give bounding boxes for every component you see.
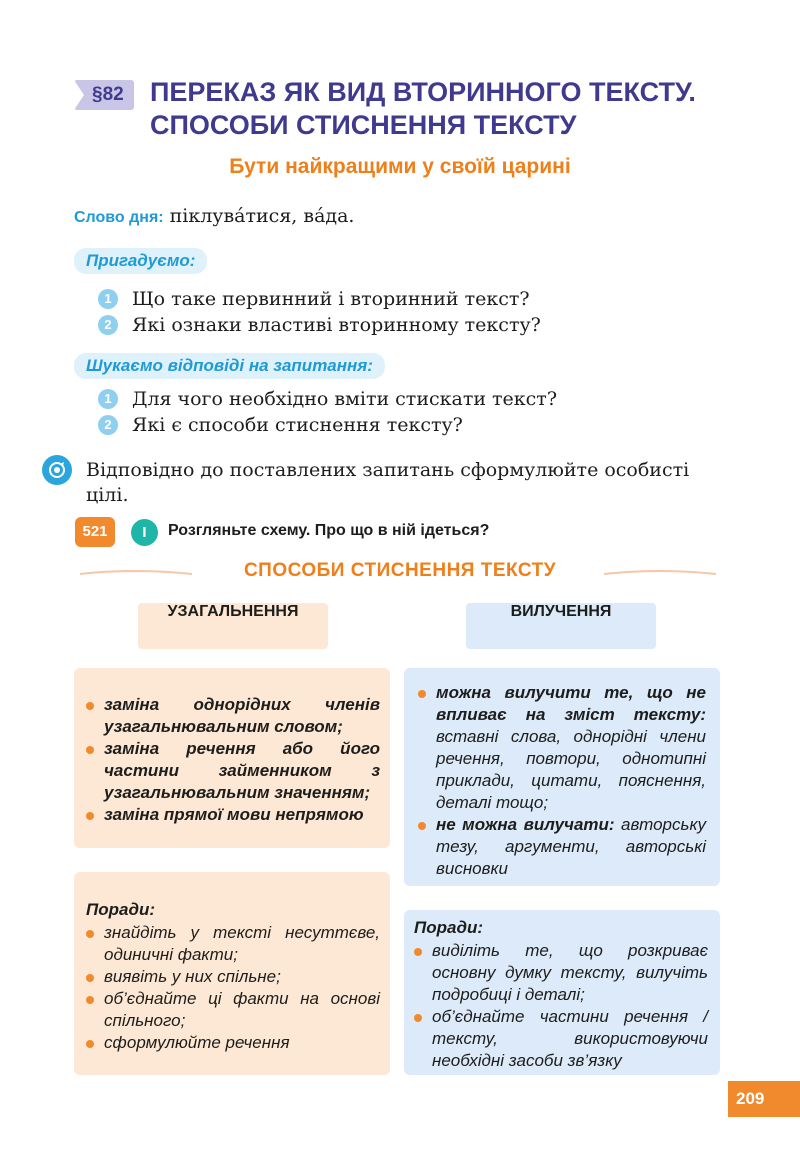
page-number: 209 [728,1081,800,1117]
list-item: об’єднайте ці факти на основі спільного; [86,988,380,1032]
generalization-box [74,668,390,848]
list-item: заміна речення або його частини займенником з узагальнювальним значенням; [86,738,380,804]
goals-text: Відповідно до поставлених запитань сформулюйте особисті цілі. [86,459,690,506]
item-emphasis: не можна вилучати: [436,815,615,834]
generalization-heading: УЗАГАЛЬНЕННЯ [138,603,328,649]
search-label: Шукаємо відповіді на запитання: [74,353,385,379]
list-item [98,286,541,312]
list-item: сформулюйте речення [86,1032,380,1054]
omission-tips-list [414,940,708,1072]
recall-list [98,286,541,338]
list-item: знайдіть у тексті несуттєве, одиничні факти; [86,922,380,966]
omission-list [418,682,706,880]
list-item [418,814,706,880]
word-of-day-label: Слово дня: [74,209,164,226]
item-emphasis: можна вилучити те, що не впливає на зміст тексту: [436,683,706,724]
search-list [98,386,557,438]
omission-box [404,668,720,886]
generalization-tips-list [86,922,380,1054]
list-item: заміна однорідних членів узагальнювальним словом; [86,694,380,738]
question-text: Які ознаки властиві вторинному тексту? [132,314,541,336]
list-item: виявіть у них спільне; [86,966,380,988]
exercise-text: Розгляньте схему. Про що в ній ідеться? [168,522,490,539]
number-badge: 2 [98,415,118,435]
question-text: Які є способи стиснення тексту? [132,414,463,436]
list-item: заміна прямої мови непрямою [86,804,380,826]
page-title-line1: ПЕРЕКАЗ ЯК ВИД ВТОРИННОГО ТЕКСТУ. [150,77,696,107]
list-item: об’єднайте частини речення / тексту, використовуючи необхідні засоби зв’язку [414,1006,708,1072]
list-item [98,386,557,412]
target-icon [42,455,72,485]
generalization-list [86,694,380,826]
page-title [150,76,770,142]
number-badge: 1 [98,389,118,409]
page-subtitle: Бути найкращими у своїй царині [229,155,571,178]
list-item [98,312,541,338]
number-badge: 1 [98,289,118,309]
omission-heading: ВИЛУЧЕННЯ [466,603,656,649]
list-item [418,682,706,814]
question-text: Для чого необхідно вміти стискати текст? [132,388,558,410]
tips-title: Поради: [414,918,484,937]
tips-title: Поради: [86,900,156,919]
section-tag-notch [74,80,84,110]
generalization-tips-box [74,872,390,1075]
list-item: виділіть те, що розкриває основну думку тексту, вилучіть подробиці і деталі; [414,940,708,1006]
item-text: вставні слова, однорідні члени речення, повтори, однотипні приклади, цитати, пояснення, деталі тощо; [436,727,706,812]
exercise-number: 521 [75,517,115,547]
level-badge: I [131,519,158,546]
word-of-day [74,205,354,227]
omission-tips-box [404,910,720,1075]
question-text: Що таке первинний і вторинний текст? [132,288,530,310]
section-tag: §82 [74,80,134,110]
item-text: авторську тезу, аргументи, авторські висновки [436,815,706,878]
scheme-title: СПОСОБИ СТИСНЕННЯ ТЕКСТУ [243,560,557,581]
word-of-day-text: піклува́тися, ва́да. [169,205,355,227]
recall-label: Пригадуємо: [74,248,207,274]
number-badge: 2 [98,315,118,335]
list-item [98,412,557,438]
page-title-line2: СПОСОБИ СТИСНЕННЯ ТЕКСТУ [150,110,577,140]
